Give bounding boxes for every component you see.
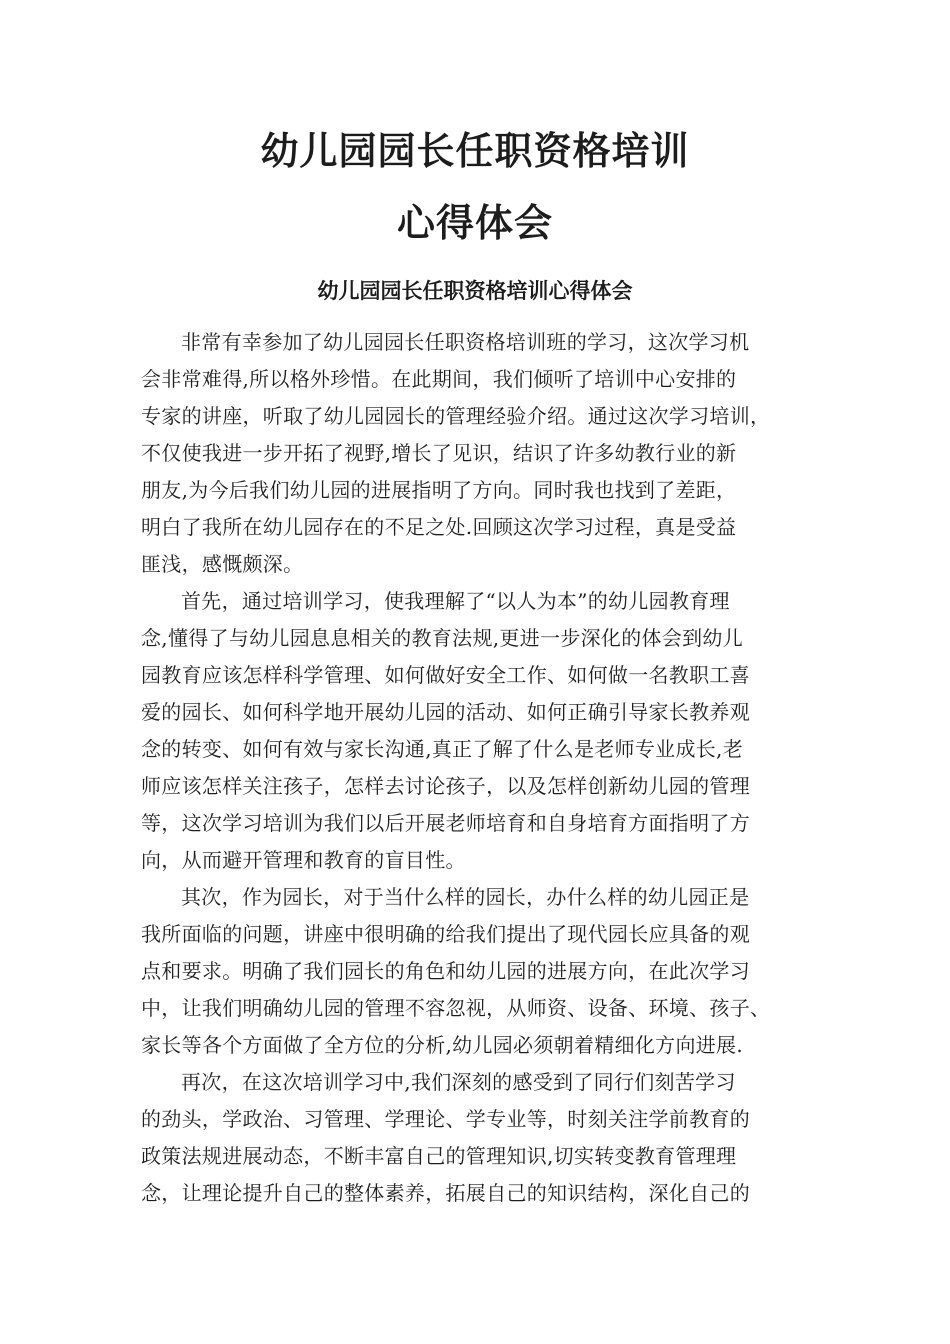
body-line: 会非常难得,所以格外珍惜。在此期间，我们倾听了培训中心安排的 [141,367,737,391]
body-line: 点和要求。明确了我们园长的角色和幼儿园的进展方向，在此次学习 [141,959,750,983]
body-line: 园教育应该怎样科学管理、如何做好安全工作、如何做一名教职工喜 [141,663,750,687]
body-line: 非常有幸参加了幼儿园园长任职资格培训班的学习，这次学习机 [181,330,750,354]
body-line: 等，这次学习培训为我们以后开展老师培育和自身培育方面指明了方 [141,811,750,835]
body-line: 向，从而避开管理和教育的盲目性。 [141,848,466,872]
body-line: 明白了我所在幼儿园存在的不足之处.回顾这次学习过程，真是受益 [141,515,737,539]
document-title-line-1: 幼儿园园长任职资格培训 [260,129,690,173]
body-line: 念,懂得了与幼儿园息息相关的教育法规,更进一步深化的体会到幼儿 [141,626,744,650]
body-line: 首先，通过培训学习，使我理解了“以人为本”的幼儿园教育理 [181,589,730,613]
body-line: 中，让我们明确幼儿园的管理不容忽视，从师资、设备、环境、孩子、 [141,996,771,1020]
body-line: 朋友,为今后我们幼儿园的进展指明了方向。同时我也找到了差距， [141,478,737,502]
body-line: 家长等各个方面做了全方位的分析,幼儿园必须朝着精细化方向进展. [141,1033,744,1057]
body-line: 念的转变、如何有效与家长沟通,真正了解了什么是老师专业成长,老 [141,737,744,761]
body-line: 再次，在这次培训学习中,我们深刻的感受到了同行们刻苦学习 [181,1070,736,1094]
body-line: 其次，作为园长，对于当什么样的园长，办什么样的幼儿园正是 [181,885,750,909]
body-line: 专家的讲座，听取了幼儿园园长的管理经验介绍。通过这次学习培训， [141,404,771,428]
document-subtitle: 幼儿园园长任职资格培训心得体会 [317,279,633,303]
body-line: 政策法规进展动态，不断丰富自己的管理知识,切实转变教育管理理 [141,1144,737,1168]
body-line: 的劲头，学政治、习管理、学理论、学专业等，时刻关注学前教育的 [141,1107,750,1131]
body-line: 我所面临的问题，讲座中很明确的给我们提出了现代园长应具备的观 [141,922,750,946]
body-line: 匪浅，感慨颇深。 [141,552,304,576]
document-title-line-2: 心得体会 [396,201,553,245]
body-line: 念，让理论提升自己的整体素养，拓展自己的知识结构，深化自己的 [141,1181,750,1205]
body-line: 不仅使我进一步开拓了视野,增长了见识，结识了许多幼教行业的新 [141,441,737,465]
document-body [141,324,821,1212]
body-line: 师应该怎样关注孩子，怎样去讨论孩子，以及怎样创新幼儿园的管理 [141,774,750,798]
body-line: 爱的园长、如何科学地开展幼儿园的活动、如何正确引导家长教养观 [141,700,750,724]
